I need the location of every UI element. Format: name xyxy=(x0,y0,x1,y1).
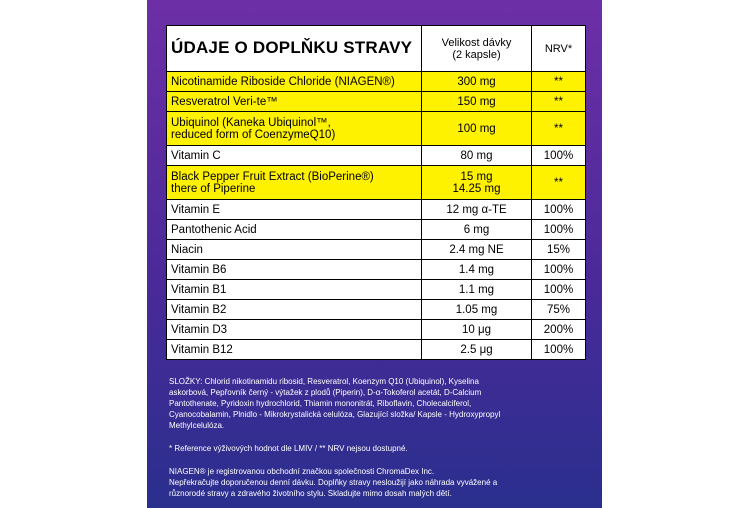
nutrient-nrv: 75% xyxy=(532,300,586,320)
nutrient-amount: 150 mg xyxy=(422,92,532,112)
nutrient-name: Vitamin B12 xyxy=(167,340,422,360)
nutrient-name: Vitamin D3 xyxy=(167,320,422,340)
nutrient-name: Niacin xyxy=(167,240,422,260)
nutrient-amount: 300 mg xyxy=(422,72,532,92)
legal-text: NIAGEN® je registrovanou obchodní značkou společnosti ChromaDex Inc. Nepřekračujte doporučenou denní dávku. Doplňky stravy nesloužijí jako náhrada vyvážené a různorodé stravy a zdravého životního stylu. Skladujte mimo dosah malých dětí. xyxy=(169,467,498,498)
table-row xyxy=(167,112,586,146)
nutrient-amount: 100 mg xyxy=(422,112,532,146)
table-row xyxy=(167,240,586,260)
nutrient-nrv: 100% xyxy=(532,220,586,240)
table-row xyxy=(167,72,586,92)
nutrient-nrv: ** xyxy=(532,72,586,92)
nutrient-amount: 1.1 mg xyxy=(422,280,532,300)
nutrient-amount: 10 μg xyxy=(422,320,532,340)
nutrient-name: Vitamin C xyxy=(167,146,422,166)
nutrient-amount: 15 mg 14.25 mg xyxy=(422,166,532,200)
reference-note: * Reference výživových hodnot dle LMIV / ** NRV nejsou dostupné. xyxy=(169,444,408,453)
nutrient-name: Black Pepper Fruit Extract (BioPerine®) there of Piperine xyxy=(167,166,422,200)
table-row xyxy=(167,92,586,112)
table-row xyxy=(167,320,586,340)
nutrient-nrv: ** xyxy=(532,112,586,146)
nutrient-nrv: 100% xyxy=(532,146,586,166)
nutrient-nrv: ** xyxy=(532,92,586,112)
table-row xyxy=(167,166,586,200)
table-row xyxy=(167,260,586,280)
nutrient-name: Nicotinamide Riboside Chloride (NIAGEN®) xyxy=(167,72,422,92)
nutrient-nrv: 100% xyxy=(532,260,586,280)
supplement-facts-table xyxy=(166,25,586,360)
nutrient-nrv: 200% xyxy=(532,320,586,340)
nutrient-name: Vitamin B1 xyxy=(167,280,422,300)
nutrient-nrv: 100% xyxy=(532,200,586,220)
nutrient-name: Vitamin B2 xyxy=(167,300,422,320)
nutrient-nrv: ** xyxy=(532,166,586,200)
nutrient-amount: 12 mg α-TE xyxy=(422,200,532,220)
table-title: ÚDAJE O DOPLŇKU STRAVY xyxy=(167,26,422,72)
table-row xyxy=(167,200,586,220)
table-header-row xyxy=(167,26,586,72)
nutrient-nrv: 100% xyxy=(532,280,586,300)
nutrient-name: Ubiquinol (Kaneka Ubiquinol™, reduced form of CoenzymeQ10) xyxy=(167,112,422,146)
nrv-column-header: NRV* xyxy=(532,26,586,72)
nutrient-nrv: 15% xyxy=(532,240,586,260)
nutrient-amount: 1.4 mg xyxy=(422,260,532,280)
nutrient-amount: 2.5 μg xyxy=(422,340,532,360)
table-row xyxy=(167,220,586,240)
nutrient-amount: 6 mg xyxy=(422,220,532,240)
nutrient-name: Pantothenic Acid xyxy=(167,220,422,240)
nutrient-nrv: 100% xyxy=(532,340,586,360)
table-row xyxy=(167,300,586,320)
label-panel xyxy=(147,0,602,508)
nutrient-amount: 1.05 mg xyxy=(422,300,532,320)
nutrient-amount: 2.4 mg NE xyxy=(422,240,532,260)
nutrient-name: Resveratrol Veri-te™ xyxy=(167,92,422,112)
table-row xyxy=(167,340,586,360)
amount-column-header: Velikost dávky (2 kapsle) xyxy=(422,26,532,72)
ingredients-text: SLOŽKY: Chlorid nikotinamidu ribosid, Resveratrol, Koenzym Q10 (Ubiquinol), Kyselina askorbová, Pepřovník černý - výtažek z plodů (Piperin), D-α-Tokoferol acetát, D-Calcium Pantothenate, Pyridoxin hydrochlorid, Thiamin mononitrát, Riboflavin, Cholecalciferol, Cyanocobalamin, Plnidlo - Mikrokrystalická celulóza, Glazující složka/ Kapsle - Hydroxypropyl Methylcelulóza. xyxy=(169,377,501,430)
table-row xyxy=(167,146,586,166)
nutrient-name: Vitamin E xyxy=(167,200,422,220)
nutrient-amount: 80 mg xyxy=(422,146,532,166)
nutrient-name: Vitamin B6 xyxy=(167,260,422,280)
table-row xyxy=(167,280,586,300)
